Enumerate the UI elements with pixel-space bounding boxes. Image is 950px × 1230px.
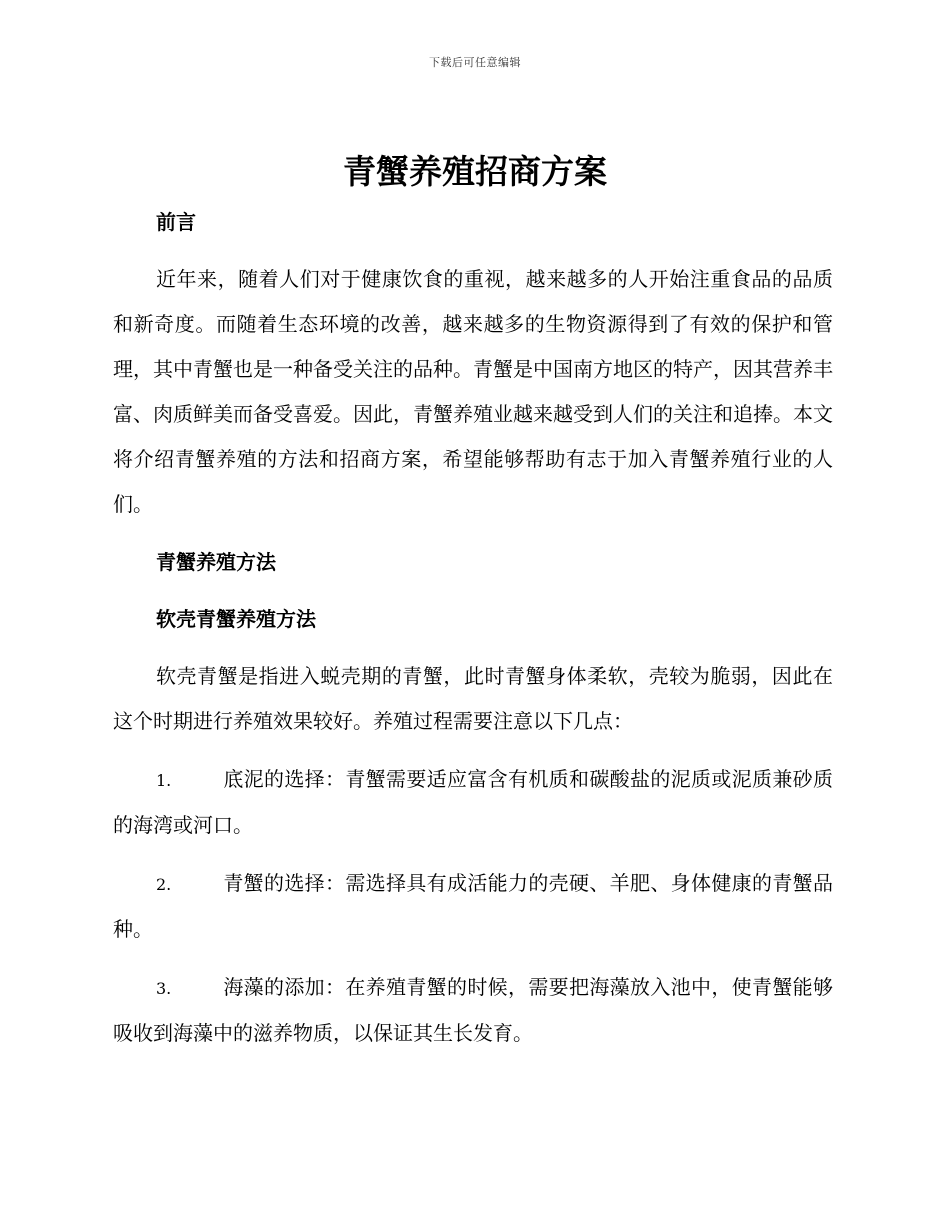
softshell-heading: 软壳青蟹养殖方法 xyxy=(156,607,316,631)
list-number: 3. xyxy=(156,979,172,998)
document-body xyxy=(113,200,833,1056)
list-item-text: 海藻的添加：在养殖青蟹的时候，需要把海藻放入池中，使青蟹能够吸收到海藻中的滋养物质，以保证其生长发育。 xyxy=(113,975,833,1045)
preface-paragraph: 近年来，随着人们对于健康饮食的重视，越来越多的人开始注重食品的品质和新奇度。而随着生态环境的改善，越来越多的生物资源得到了有效的保护和管理，其中青蟹也是一种备受关注的品种。青蟹是中国南方地区的特产，因其营养丰富、肉质鲜美而备受喜爱。因此，青蟹养殖业越来越受到人们的关注和追捧。本文将介绍青蟹养殖的方法和招商方案，希望能够帮助有志于加入青蟹养殖行业的人们。 xyxy=(113,267,833,516)
list-item-text: 底泥的选择：青蟹需要适应富含有机质和碳酸盐的泥质或泥质兼砂质的海湾或河口。 xyxy=(113,767,833,837)
method-heading: 青蟹养殖方法 xyxy=(156,550,276,574)
softshell-paragraph: 软壳青蟹是指进入蜕壳期的青蟹，此时青蟹身体柔软，壳较为脆弱，因此在这个时期进行养殖效果较好。养殖过程需要注意以下几点： xyxy=(113,664,833,733)
list-item-1 xyxy=(113,757,833,848)
list-item-3 xyxy=(113,965,833,1056)
list-number: 1. xyxy=(156,771,172,790)
list-item-2 xyxy=(113,861,833,952)
preface-heading: 前言 xyxy=(156,210,196,234)
list-item-text: 青蟹的选择：需选择具有成活能力的壳硬、羊肥、身体健康的青蟹品种。 xyxy=(113,871,833,941)
header-note: 下载后可任意编辑 xyxy=(429,56,521,69)
list-number: 2. xyxy=(156,875,172,894)
document-title: 青蟹养殖招商方案 xyxy=(343,152,607,191)
